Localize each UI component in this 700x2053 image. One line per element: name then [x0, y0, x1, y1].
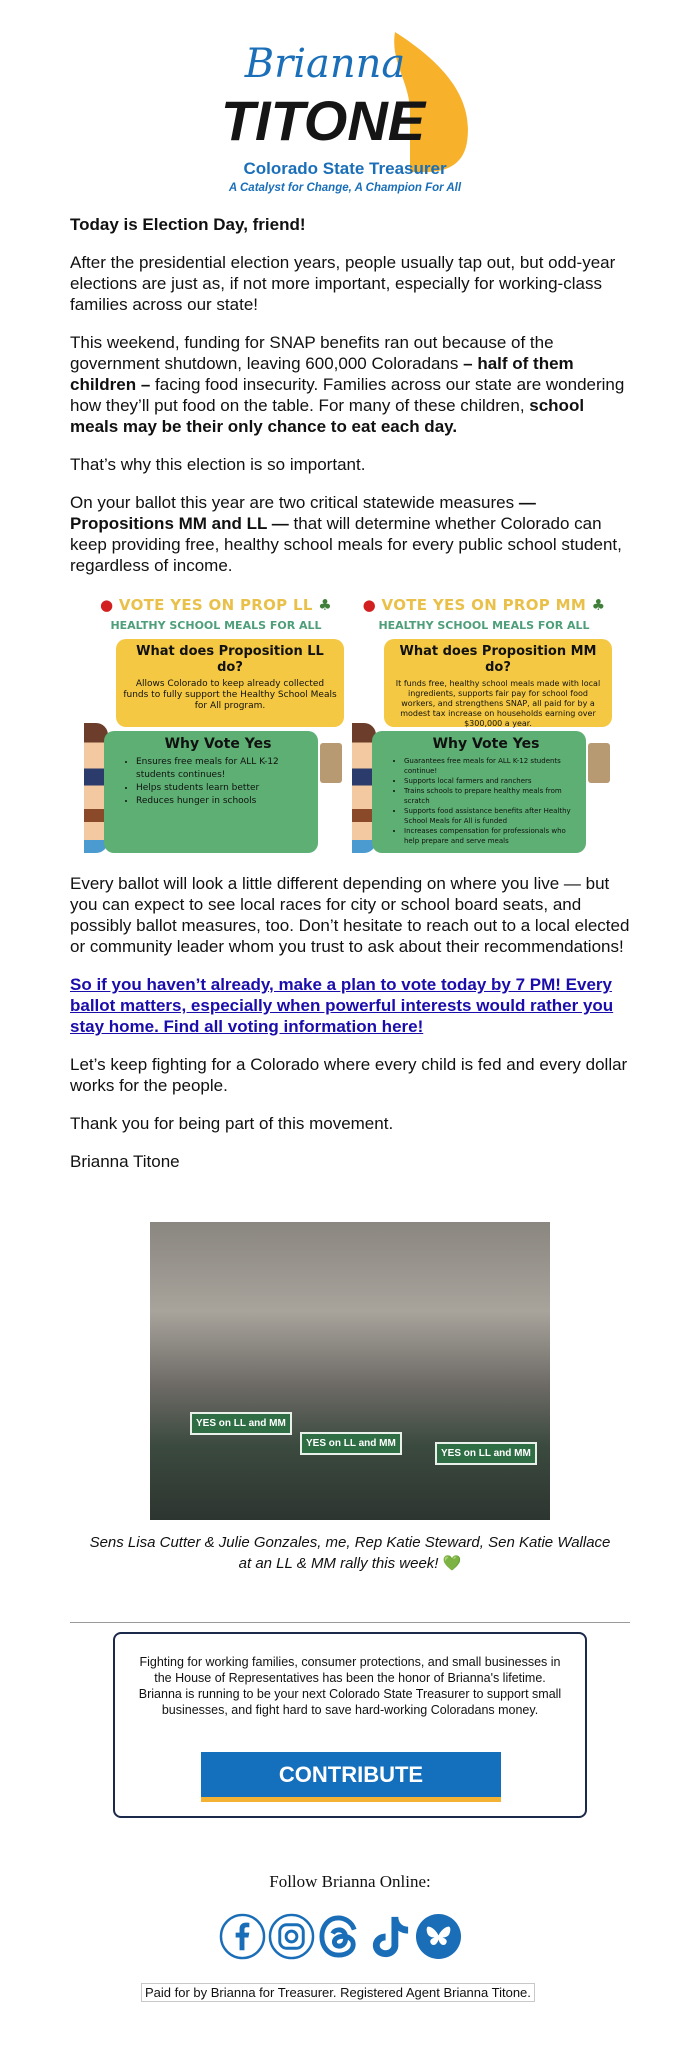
bullet: • Supports local farmers and ranchers — [404, 776, 578, 786]
threads-icon[interactable] — [317, 1913, 364, 1960]
prop-ll-answer: Allows Colorado to keep already collected funds to fully support the Healthy School Meals for All program. — [123, 679, 337, 711]
prop-ll-what — [116, 639, 344, 727]
measures-emphasis: — Propositions MM and LL — — [70, 493, 536, 533]
prop-mm-what — [384, 639, 612, 727]
broccoli-icon: ♣ — [318, 596, 332, 614]
caption-line-2: at an LL & MM rally this week! — [238, 1555, 439, 1572]
prop-mm-headline: ● VOTE YES ON PROP MM ♣ — [362, 596, 606, 614]
follow-heading: Follow Brianna Online: — [269, 1872, 431, 1891]
paragraph-intro: After the presidential election years, people usually tap out, but odd-year elections are just as, if not more important, especially for working-class families across our state! — [70, 253, 616, 314]
bluesky-icon[interactable] — [415, 1913, 462, 1960]
logo-script-name: Brianna — [244, 41, 406, 87]
divider — [70, 1622, 630, 1623]
snap-emphasis-2: school meals may be their only chance to eat each day. — [70, 396, 585, 436]
measures-text: On your ballot this year are two critical statewide measures — [70, 493, 519, 512]
paragraph-snap — [70, 332, 635, 437]
caption-line-1: Sens Lisa Cutter & Julie Gonzales, me, Rep Katie Steward, Sen Katie Wallace — [89, 1534, 611, 1551]
lunch-bag-illustration — [320, 743, 342, 783]
prop-ll-why — [104, 731, 318, 853]
proposition-graphics — [84, 593, 635, 855]
bullet: • Ensures free meals for ALL K-12 students continues! — [136, 756, 310, 782]
email-body — [70, 214, 635, 1189]
prop-ll-graphic — [84, 593, 348, 855]
tiktok-icon[interactable] — [366, 1913, 413, 1960]
bullet: • Guarantees free meals for ALL K-12 students continue! — [404, 756, 578, 776]
logo-office: Colorado State Treasurer — [243, 159, 447, 178]
paragraph-thanks: Thank you for being part of this movement. — [70, 1114, 394, 1133]
donate-box — [113, 1632, 587, 1818]
campaign-logo — [205, 22, 500, 197]
snap-text: This weekend, funding for SNAP benefits ran out because of the government shutdown, leaving 600,000 Coloradans — [70, 333, 554, 373]
prop-ll-subhead: HEALTHY SCHOOL MEALS FOR ALL — [110, 619, 322, 632]
broccoli-icon: ♣ — [591, 596, 606, 614]
bullet: • Reduces hunger in schools — [136, 795, 310, 808]
measures-text-2: that will determine whether Colorado can keep providing free, healthy school meals for every public school student, regardless of income. — [70, 514, 622, 575]
prop-mm-subhead: HEALTHY SCHOOL MEALS FOR ALL — [378, 619, 590, 632]
prop-ll-why-title: Why Vote Yes — [164, 736, 272, 752]
bullet: • Supports food assistance benefits after Healthy School Meals for All is funded — [404, 806, 578, 826]
snap-emphasis: – half of them children – — [70, 354, 574, 394]
prop-mm-why — [372, 731, 586, 853]
prop-mm-why-title: Why Vote Yes — [432, 736, 540, 752]
prop-mm-graphic — [352, 593, 616, 855]
yes-ll-mm-sign: YES on LL and MM — [190, 1412, 292, 1435]
bullet: • Trains schools to prepare healthy meals from scratch — [404, 786, 578, 806]
facebook-icon[interactable] — [219, 1913, 266, 1960]
apple-icon: ● — [100, 596, 114, 614]
prop-ll-headline: ● VOTE YES ON PROP LL ♣ — [100, 596, 332, 614]
yes-ll-mm-sign: YES on LL and MM — [435, 1442, 537, 1465]
greeting: Today is Election Day, friend! — [70, 215, 306, 234]
rally-photo — [150, 1222, 550, 1520]
snap-text-2: facing food insecurity. Families across our state are wondering how they’ll put food on the table. For many of these children, — [70, 375, 625, 415]
lunch-bag-illustration — [588, 743, 610, 783]
bullet: • Increases compensation for professionals who help prepare and serve meals — [404, 826, 578, 846]
paid-for-disclaimer: Paid for by Brianna for Treasurer. Registered Agent Brianna Titone. — [141, 1983, 535, 2002]
prop-mm-answer: It funds free, healthy school meals made with local ingredients, supports fair pay for school food workers, and strengthens SNAP, all paid for by a modest tax increase on households earning over $300,000 a year. — [395, 679, 601, 728]
yes-ll-mm-sign: YES on LL and MM — [300, 1432, 402, 1455]
paragraph-ballot: Every ballot will look a little different depending on where you live — but you can expect to see local races for city or school board seats, and possibly ballot measures, too. Don’t hesitate to reach out to a local elected or community leader whom you trust to ask about their recommendations! — [70, 874, 630, 956]
paragraph-measures — [70, 492, 635, 576]
instagram-icon[interactable] — [268, 1913, 315, 1960]
contribute-button[interactable]: CONTRIBUTE — [201, 1752, 501, 1802]
donate-text: Fighting for working families, consumer protections, and small businesses in the House of Representatives has been the honor of Brianna's lifetime. Brianna is running to be your next Colorado State Treasurer to support small businesses, and fight hard to save hard-working Coloradans money. — [138, 1655, 562, 1717]
green-heart-icon: 💚 — [442, 1555, 462, 1572]
social-links — [219, 1913, 462, 1960]
signature: Brianna Titone — [70, 1152, 180, 1171]
logo-tagline: A Catalyst for Change, A Champion For All — [228, 182, 462, 194]
voting-info-link[interactable]: So if you haven’t already, make a plan to vote today by 7 PM! Every ballot matters, especially when powerful interests would rather you stay home. Find all voting information here! — [70, 975, 614, 1036]
prop-mm-question: What does Proposition MM do? — [399, 644, 597, 675]
prop-ll-question: What does Proposition LL do? — [136, 644, 324, 675]
paragraph-importance: That’s why this election is so important. — [70, 455, 366, 474]
logo-surname: TITONE — [220, 89, 426, 152]
paragraph-keep-fighting: Let’s keep fighting for a Colorado where every child is fed and every dollar works for the people. — [70, 1055, 628, 1095]
photo-caption — [60, 1532, 640, 1574]
apple-icon: ● — [362, 596, 377, 614]
bullet: • Helps students learn better — [136, 782, 310, 795]
